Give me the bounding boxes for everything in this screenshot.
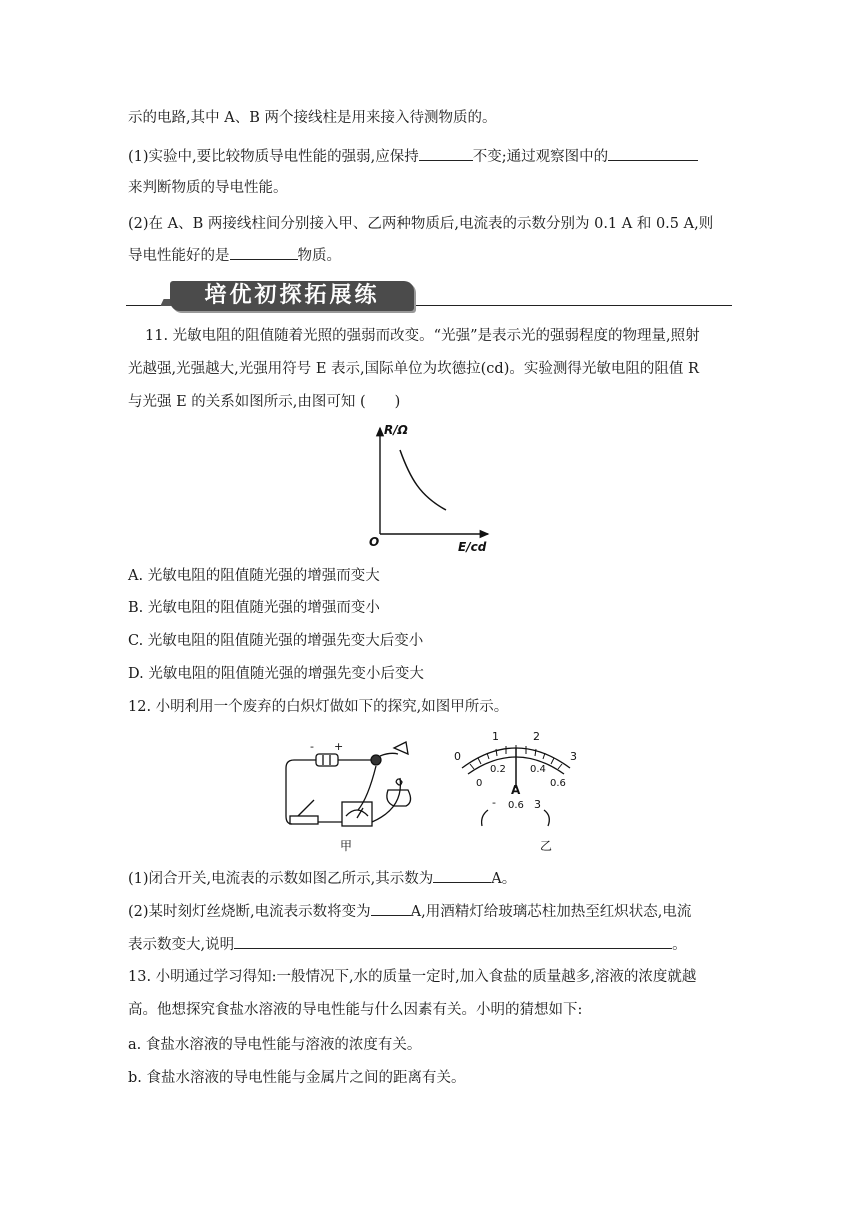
- y-axis-label: R/Ω: [384, 423, 408, 437]
- answer-blank[interactable]: [419, 146, 473, 161]
- answer-blank[interactable]: [433, 868, 491, 883]
- figure-label-jia: 甲: [340, 839, 353, 853]
- q11-line3: 与光强 E 的关系如图所示,由图可知 ( ): [128, 394, 401, 410]
- q10-part2-cont: 导电性能好的是 物质。: [128, 245, 341, 266]
- q13-line1: 13. 小明通过学习得知:一般情况下,水的质量一定时,加入食盐的质量越多,溶液的浓度就越: [128, 969, 697, 985]
- q12-part2-cont: 表示数变大,说明 。: [128, 934, 687, 955]
- answer-blank[interactable]: [608, 146, 698, 161]
- q12-part1: (1)闭合开关,电流表的示数如图乙所示,其示数为 A。: [128, 868, 516, 889]
- ammeter-small: [342, 802, 372, 826]
- q12-part2: (2)某时刻灯丝烧断,电流表示数将变为 A,用酒精灯给玻璃芯柱加热至红炽状态,电流: [128, 901, 691, 922]
- r-vs-e-graph: [360, 418, 500, 558]
- terminal-minus: -: [492, 796, 496, 809]
- scale-0-lower: 0: [476, 778, 483, 789]
- q10-part2: (2)在 A、B 两接线柱间分别接入甲、乙两种物质后,电流表的示数分别为 0.1 A 和 0.5 A,则: [128, 216, 714, 232]
- answer-blank[interactable]: [230, 245, 298, 260]
- ammeter-dial-figure: [448, 728, 588, 852]
- option-d[interactable]: D. 光敏电阻的阻值随光强的增强先变小后变大: [128, 666, 424, 682]
- circuit-figure: [272, 738, 422, 854]
- battery: [316, 754, 338, 766]
- answer-blank[interactable]: [234, 934, 672, 949]
- lamp-bulb: [394, 742, 408, 754]
- scale-06: 0.6: [550, 778, 566, 789]
- q13-hypothesis-b: b. 食盐水溶液的导电性能与金属片之间的距离有关。: [128, 1070, 466, 1086]
- scale-04: 0.4: [530, 764, 546, 775]
- scale-2: 2: [533, 730, 540, 743]
- option-b[interactable]: B. 光敏电阻的阻值随光强的增强而变小: [128, 600, 380, 616]
- section-heading: [126, 275, 732, 315]
- q13-line2: 高。他想探究食盐水溶液的导电性能与什么因素有关。小明的猜想如下:: [128, 1002, 583, 1018]
- option-a[interactable]: A. 光敏电阻的阻值随光强的增强而变大: [128, 568, 380, 584]
- x-axis-label: E/cd: [458, 540, 487, 554]
- figure-label-yi: 乙: [540, 839, 553, 852]
- terminal-3: 3: [534, 798, 541, 811]
- q13-hypothesis-a: a. 食盐水溶液的导电性能与溶液的浓度有关。: [128, 1037, 422, 1053]
- q10-line1: 示的电路,其中 A、B 两个接线柱是用来接入待测物质的。: [128, 110, 497, 126]
- connector: [371, 755, 381, 765]
- scale-0: 0: [454, 750, 461, 763]
- q11-line1: 11. 光敏电阻的阻值随着光照的强弱而改变。“光强”是表示光的强弱程度的物理量,照射: [145, 328, 700, 344]
- option-c[interactable]: C. 光敏电阻的阻值随光强的增强先变大后变小: [128, 633, 424, 649]
- answer-blank[interactable]: [371, 901, 411, 916]
- switch: [290, 816, 318, 824]
- r-e-curve: [400, 450, 446, 510]
- battery-plus: +: [334, 740, 344, 753]
- terminal-06: 0.6: [508, 800, 524, 811]
- origin-label: O: [369, 535, 380, 549]
- unit-a: A: [511, 783, 521, 797]
- battery-minus: -: [310, 740, 314, 753]
- q10-part1-cont: 来判断物质的导电性能。: [128, 180, 288, 196]
- section-title: 培优初探拓展练: [170, 281, 414, 311]
- scale-1: 1: [492, 730, 499, 743]
- q11-line2: 光越强,光强越大,光强用符号 E 表示,国际单位为坎德拉(cd)。实验测得光敏电阻的阻值 R: [128, 361, 699, 377]
- scale-02: 0.2: [490, 764, 506, 775]
- q12-line1: 12. 小明利用一个废弃的白炽灯做如下的探究,如图甲所示。: [128, 699, 509, 715]
- scale-3: 3: [570, 750, 577, 763]
- q10-part1: (1)实验中,要比较物质导电性能的强弱,应保持 不变;通过观察图中的: [128, 146, 698, 167]
